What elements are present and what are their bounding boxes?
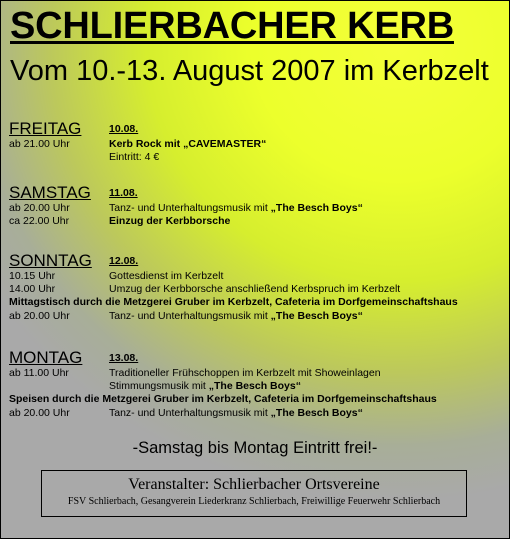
row-time: 10.15 Uhr	[9, 270, 56, 282]
row-time: ca 22.00 Uhr	[9, 215, 70, 228]
organizer-members: FSV Schlierbach, Gesangverein Liederkranz Schlierbach, Freiwillige Feuerwehr Schlierbach	[67, 496, 441, 507]
schedule-row	[9, 296, 505, 309]
row-time: ab 20.00 Uhr	[9, 202, 70, 214]
poster-subtitle: Vom 10.-13. August 2007 im Kerbzelt	[10, 55, 489, 87]
row-description-text: Tanz- und Unterhaltungsmusik mit	[109, 406, 271, 419]
free-entry-note: -Samstag bis Montag Eintritt frei!-	[132, 439, 378, 457]
row-description: Speisen durch die Metzgerei Gruber im Kerbzelt, Cafeteria im Dorfgemeinschaftshaus	[9, 393, 437, 406]
band-name: „The Besch Boys“	[270, 309, 363, 322]
day-section-friday	[9, 119, 505, 164]
row-description	[109, 202, 363, 215]
schedule-row	[9, 393, 505, 406]
schedule-row	[9, 380, 505, 393]
poster-title: SCHLIERBACHER KERB	[10, 5, 454, 47]
row-description: Eintritt: 4 €	[109, 151, 160, 164]
row-time: 14.00 Uhr	[9, 283, 56, 296]
row-time: ab 21.00 Uhr	[9, 138, 70, 150]
day-section-sunday	[9, 251, 505, 323]
day-name: SONNTAG	[9, 251, 92, 270]
schedule-row	[9, 215, 505, 228]
band-name: „The Besch Boys“	[208, 380, 301, 393]
row-description: Einzug der Kerbborsche	[109, 215, 231, 228]
schedule-row	[9, 270, 505, 283]
row-description-text: Stimmungsmusik mit	[109, 380, 209, 393]
schedule-row	[9, 151, 505, 164]
schedule-row	[9, 310, 505, 323]
row-description: Mittagstisch durch die Metzgerei Gruber im Kerbzelt, Cafeteria im Dorfgemeinschaftshaus	[9, 296, 458, 309]
row-description-text: Tanz- und Unterhaltungsmusik mit	[109, 309, 271, 322]
day-date: 10.08.	[109, 123, 139, 135]
day-date: 12.08.	[109, 255, 139, 267]
row-description: Kerb Rock mit „CAVEMASTER“	[109, 138, 267, 150]
row-description-text: Tanz- und Unterhaltungsmusik mit	[109, 202, 271, 214]
schedule-row	[9, 202, 505, 215]
row-description: Umzug der Kerbborsche anschließend Kerbspruch im Kerbzelt	[109, 283, 401, 296]
row-description	[109, 380, 301, 393]
schedule-row	[9, 138, 505, 151]
day-name: MONTAG	[9, 348, 83, 367]
row-time: ab 20.00 Uhr	[9, 309, 70, 322]
organizer-box	[41, 470, 467, 517]
schedule-row	[9, 283, 505, 296]
schedule-row	[9, 407, 505, 420]
row-description: Traditioneller Frühschoppen im Kerbzelt mit Showeinlagen	[109, 367, 381, 379]
organizer-label: Veranstalter: Schlierbacher Ortsvereine	[128, 476, 380, 493]
day-name: FREITAG	[9, 119, 82, 138]
day-section-saturday	[9, 183, 505, 228]
row-time: ab 11.00 Uhr	[9, 367, 69, 379]
schedule-row	[9, 367, 505, 380]
day-date: 11.08.	[109, 187, 138, 199]
day-date: 13.08.	[109, 352, 139, 364]
day-name: SAMSTAG	[9, 183, 91, 202]
row-description	[109, 310, 363, 323]
row-description: Gottesdienst im Kerbzelt	[109, 270, 224, 282]
row-description	[109, 407, 363, 420]
day-section-monday	[9, 348, 505, 420]
band-name: „The Besch Boys“	[270, 202, 363, 214]
row-time: ab 20.00 Uhr	[9, 406, 70, 419]
band-name: „The Besch Boys“	[270, 406, 363, 419]
